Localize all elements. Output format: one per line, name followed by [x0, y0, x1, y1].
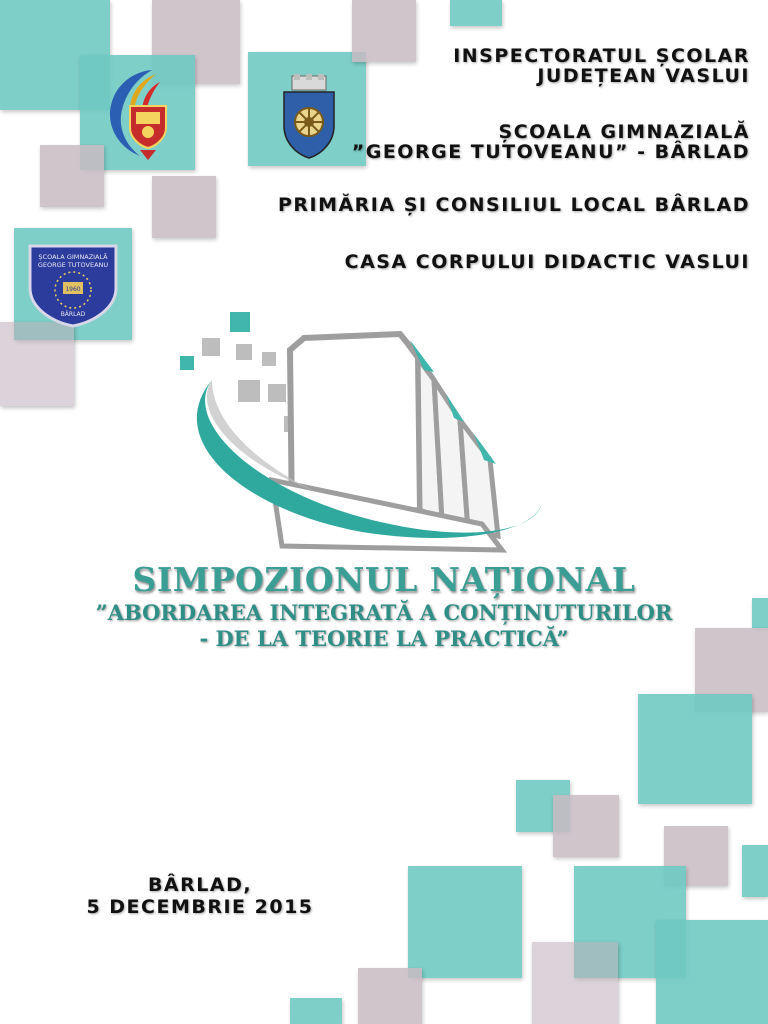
organizer-isj-line2: JUDEȚEAN VASLUI — [537, 65, 750, 87]
organizer-school-line2: ”GEORGE TUTOVEANU” - BÂRLAD — [351, 141, 750, 163]
organizer-isj — [453, 46, 750, 86]
decor-square — [450, 0, 502, 26]
decor-square — [742, 845, 768, 897]
school-seal-line3: BÂRLAD — [60, 311, 86, 318]
event-subtitle-line1: ”ABORDAREA INTEGRATĂ A CONȚINUTURILOR — [95, 600, 673, 625]
organizer-ccd-line1: CASA CORPULUI DIDACTIC VASLUI — [344, 251, 750, 273]
decor-square — [352, 0, 416, 62]
event-subtitle-line2: - DE LA TEORIE LA PRACTICĂ” — [199, 626, 569, 651]
decor-square — [553, 795, 619, 857]
school-seal-year: 1960 — [65, 286, 81, 293]
decor-square — [656, 920, 768, 1024]
decor-square — [290, 998, 342, 1024]
school-seal-line1: ȘCOALA GIMNAZIALĂ — [38, 253, 108, 261]
decor-square — [358, 968, 422, 1024]
school-seal-line2: GEORGE TUTOVEANU — [37, 261, 109, 269]
school-seal — [24, 238, 122, 328]
decor-square — [0, 322, 74, 406]
decor-square — [40, 145, 104, 207]
isj-vaslui-logo — [100, 66, 178, 162]
event-date: 5 DECEMBRIE 2015 — [86, 896, 314, 918]
decor-square — [532, 942, 618, 1024]
organizer-ccd — [345, 252, 750, 272]
event-title: SIMPOZIONUL NAȚIONAL — [132, 560, 636, 599]
barlad-coat-of-arms — [280, 74, 338, 160]
organizer-school — [352, 122, 750, 162]
organizer-primarie — [278, 195, 750, 215]
organizer-isj-line1: INSPECTORATUL ȘCOLAR — [453, 45, 750, 67]
event-city: BÂRLAD, — [147, 874, 253, 896]
organizer-primarie-line1: PRIMĂRIA ȘI CONSILIUL LOCAL BÂRLAD — [277, 194, 750, 216]
decor-square — [638, 694, 752, 804]
decor-square — [408, 866, 522, 978]
decor-square — [152, 176, 216, 238]
symposium-book-logo — [172, 310, 552, 560]
organizer-school-line1: ȘCOALA GIMNAZIALĂ — [498, 121, 750, 143]
